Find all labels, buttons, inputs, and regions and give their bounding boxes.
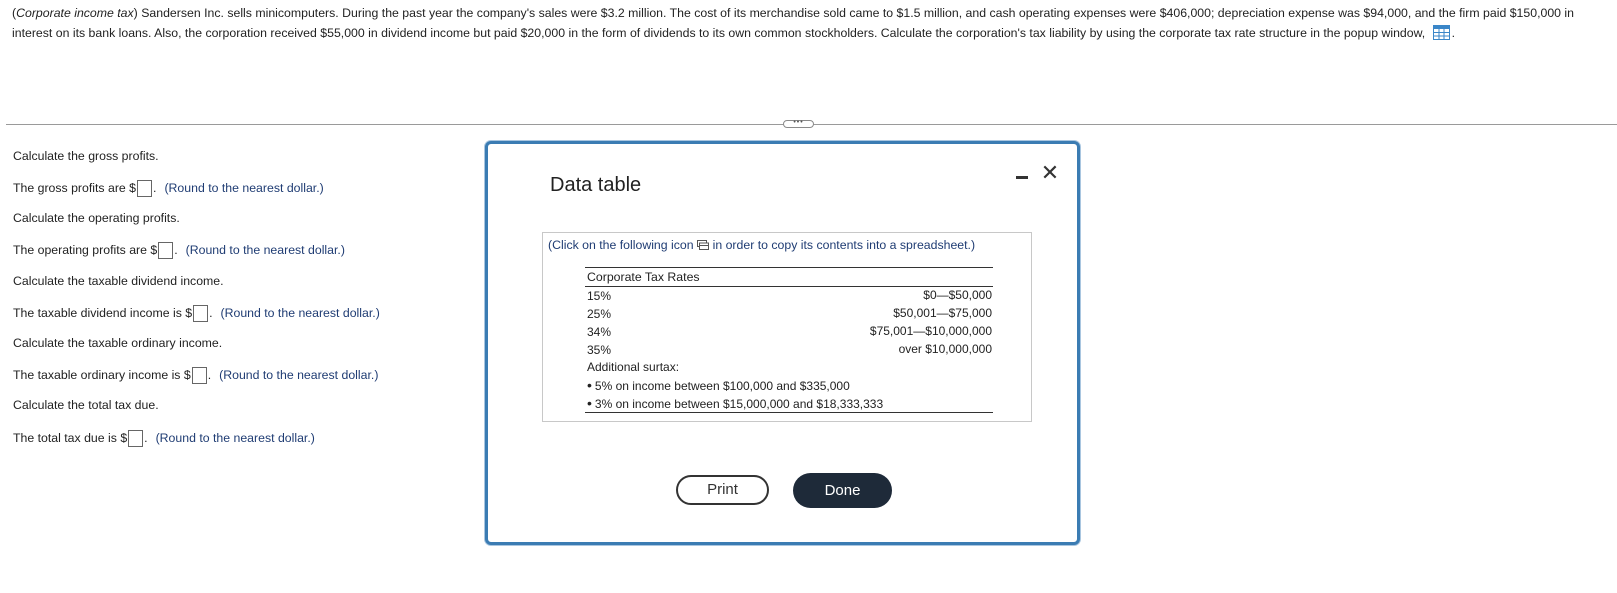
question-prompt: Calculate the gross profits. <box>13 149 159 163</box>
tax-rates-table <box>585 267 993 413</box>
table-grid-icon[interactable] <box>1433 25 1450 40</box>
rate-row <box>585 341 993 359</box>
surtax-item: • 3% on income between $15,000,000 and $18,333,333 <box>587 395 884 411</box>
problem-topic: Corporate income tax <box>16 6 134 20</box>
question-prompt: Calculate the total tax due. <box>13 398 159 412</box>
answer-row-operating-profits: The operating profits are $ . (Round to the nearest dollar.) <box>13 243 345 257</box>
problem-statement: (Corporate income tax) Sandersen Inc. sells minicomputers. During the past year the company's sales were $3.2 million. The cost of its merchandise sold came to $1.5 million, and cash operating expenses were $406,000; depreciation expense was $94,000, and the firm paid $150,000 in interest on its bank loans. Also, the corporation received $55,000 in dividend income but paid $20,000 in the form of dividends to its own common stockholders. Calculate the corporation's tax liability by using the corporate tax rate structure in the popup window, . <box>12 6 1574 40</box>
problem-trailing: . <box>1451 25 1456 40</box>
bullet-icon: • <box>587 395 592 411</box>
bullet-icon: • <box>587 377 592 393</box>
round-hint: (Round to the nearest dollar.) <box>164 181 324 195</box>
gross-profits-input[interactable] <box>137 180 152 197</box>
copy-spreadsheet-icon[interactable] <box>697 239 709 249</box>
question-prompt: Calculate the taxable ordinary income. <box>13 336 223 350</box>
question-prompt: Calculate the operating profits. <box>13 211 180 225</box>
problem-text: Sandersen Inc. sells minicomputers. During the past year the company's sales were $3.2 million. The cost of its merchandise sold came to $1.5 million, and cash operating expenses were $406,000; depreciation expense was $94,000, and the firm paid $150,000 in interest on its bank loans. Also, the corporation received $55,000 in dividend income but paid $20,000 in the form of dividends to its own common stockholders. Calculate the corporation's tax liability by using the corporate tax rate structure in the popup window, <box>12 6 1574 40</box>
rate-row <box>585 305 993 323</box>
operating-profits-input[interactable] <box>158 242 173 259</box>
rate-row <box>585 287 993 305</box>
data-table-frame <box>542 232 1032 422</box>
answer-row-taxable-dividend: The taxable dividend income is $ . (Round to the nearest dollar.) <box>13 306 380 320</box>
question-prompt: Calculate the taxable dividend income. <box>13 274 224 288</box>
done-button[interactable]: Done <box>793 473 892 508</box>
total-tax-input[interactable] <box>128 430 143 447</box>
rate-bracket: $75,001—$10,000,000 <box>869 324 992 338</box>
surtax-item: • 5% on income between $100,000 and $335,000 <box>587 377 850 393</box>
answer-row-taxable-ordinary: The taxable ordinary income is $ . (Round to the nearest dollar.) <box>13 368 379 382</box>
round-hint: (Round to the nearest dollar.) <box>219 368 379 382</box>
round-hint: (Round to the nearest dollar.) <box>185 243 345 257</box>
answer-row-total-tax: The total tax due is $ . (Round to the nearest dollar.) <box>13 431 315 445</box>
table-header: Corporate Tax Rates <box>585 268 993 287</box>
rate-percent: 15% <box>587 289 612 303</box>
rate-bracket: $0—$50,000 <box>923 288 992 302</box>
minimize-icon[interactable] <box>1014 168 1030 184</box>
rate-bracket: over $10,000,000 <box>898 342 992 356</box>
answer-row-gross-profits: The gross profits are $ . (Round to the nearest dollar.) <box>13 181 324 195</box>
rate-percent: 25% <box>587 307 612 321</box>
close-icon[interactable]: ✕ <box>1040 160 1060 185</box>
taxable-ordinary-input[interactable] <box>192 367 207 384</box>
surtax-title: Additional surtax: <box>587 360 680 374</box>
rate-bracket: $50,001—$75,000 <box>893 306 992 320</box>
rate-percent: 34% <box>587 325 612 339</box>
print-button[interactable]: Print <box>676 475 769 505</box>
round-hint: (Round to the nearest dollar.) <box>155 431 315 445</box>
taxable-dividend-input[interactable] <box>193 305 208 322</box>
modal-title: Data table <box>550 174 642 196</box>
round-hint: (Round to the nearest dollar.) <box>220 306 380 320</box>
data-table-modal <box>485 141 1080 545</box>
rate-percent: 35% <box>587 343 612 357</box>
expand-handle[interactable]: ••• <box>783 120 814 128</box>
rate-row <box>585 323 993 341</box>
copy-note: (Click on the following icon in order to copy its contents into a spreadsheet.) <box>548 238 976 252</box>
